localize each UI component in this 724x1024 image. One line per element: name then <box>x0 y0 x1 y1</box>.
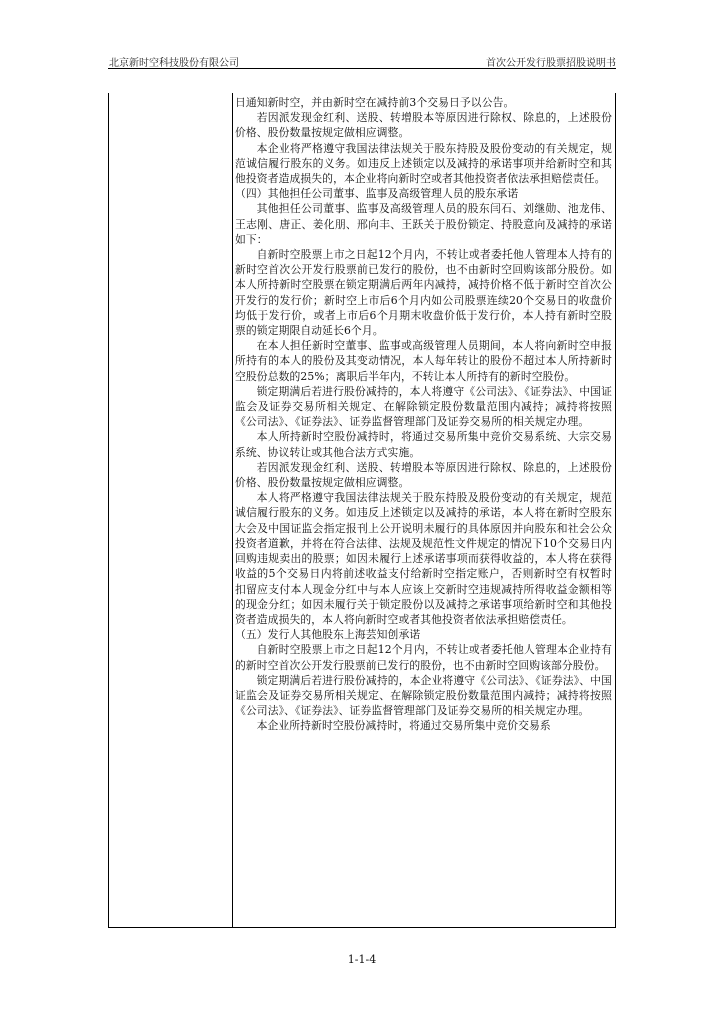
section-heading: （四）其他担任公司董事、监事及高级管理人员的股东承诺 <box>235 187 519 201</box>
paragraph: 其他担任公司董事、监事及高级管理人员的股东闫石、刘继勋、池龙伟、王志刚、唐正、姜化朋、邢向丰、王跃关于股份锁定、持股意向及减持的承诺如下： <box>235 202 612 246</box>
paragraph: 本企业所持新时空股份减持时，将通过交易所集中竞价交易系 <box>256 719 551 733</box>
paragraph: 本企业将严格遵守我国法律法规关于股东持股及股份变动的有关规定，规范诚信履行股东的义务。如违反上述锁定以及减持的承诺事项并给新时空和其他投资者造成损失的，本企业将向新时空或者其他投资者依法承担赔偿责任。 <box>235 141 612 186</box>
paragraph: 自新时空股票上市之日起12个月内，不转让或者委托他人管理本企业持有的新时空首次公开发行股票前已发行的股份，也不由新时空回购该部分股份。 <box>235 643 612 672</box>
header-document-title: 首次公开发行股票招股说明书 <box>486 58 616 69</box>
paragraph-continuation: 日通知新时空，并由新时空在减持前3个交易日予以公告。 <box>235 96 515 109</box>
header-company-name: 北京新时空科技股份有限公司 <box>109 58 239 69</box>
commitment-table <box>108 93 616 928</box>
header-rule <box>108 68 616 69</box>
section-heading: （五）发行人其他股东上海芸知创承诺 <box>235 628 421 642</box>
paragraph: 自新时空股票上市之日起12个月内，不转让或者委托他人管理本人持有的新时空首次公开发行股票前已发行的股份，也不由新时空回购该部分股份。如本人所持新时空股票在锁定期满后两年内减持，减持价格不低于新时空首次公开发行的发行价；新时空上市后6个月内如公司股票连续20个交易日的收盘价均低于发行价，或者上市后6个月期末收盘价低于发行价，本人持有新时空股票的锁定期限自动延长6个月。 <box>235 248 612 338</box>
paragraph: 锁定期满后若进行股份减持的，本企业将遵守《公司法》、《证券法》、中国证监会及证券交易所相关规定、在解除锁定股份数量范围内减持；减持将按照《公司法》、《证券法》、证券监督管理部门及证券交易所的相关规定办理。 <box>235 673 612 718</box>
paragraph: 锁定期满后若进行股份减持的，本人将遵守《公司法》、《证券法》、中国证监会及证券交易所相关规定、在解除锁定股份数量范围内减持；减持将按照《公司法》、《证券法》、证券监督管理部门及证券交易所的相关规定办理。 <box>235 384 612 429</box>
paragraph: 本人将严格遵守我国法律法规关于股东持股及股份变动的有关规定，规范诚信履行股东的义务。如违反上述锁定以及减持的承诺，本人将在新时空股东大会及中国证监会指定报刊上公开说明未履行的具体原因并向股东和社会公众投资者道歉，并将在符合法律、法规及规范性文件规定的情况下10个交易日内回购违规卖出的股票；如因未履行上述承诺事项而获得收益的，本人将在获得收益的5个交易日内将前述收益支付给新时空指定账户，否则新时空有权暂时扣留应支付本人现金分红中与本人应该上交新时空违规减持所得收益金额相等的现金分红；如因未履行关于锁定股份以及减持之承诺事项给新时空和其他投资者造成损失的，本人将向新时空或者其他投资者依法承担赔偿责任。 <box>235 491 612 626</box>
table-column-divider <box>232 93 233 927</box>
paragraph: 若因派发现金红利、送股、转增股本等原因进行除权、除息的，上述股份价格、股份数量按规定做相应调整。 <box>235 111 612 140</box>
paragraph: 在本人担任新时空董事、监事或高级管理人员期间，本人将向新时空申报所持有的本人的股份及其变动情况，本人每年转让的股份不超过本人所持新时空股份总数的25%；离职后半年内，不转让本人所持有的新时空股份。 <box>235 339 612 383</box>
page-number: 1-1-4 <box>347 953 377 966</box>
paragraph: 若因派发现金红利、送股、转增股本等原因进行除权、除息的，上述股份价格、股份数量按规定做相应调整。 <box>235 460 612 490</box>
paragraph: 本人所持新时空股份减持时，将通过交易所集中竞价交易系统、大宗交易系统、协议转让或其他合法方式实施。 <box>235 430 612 459</box>
table-content-cell <box>235 95 612 734</box>
